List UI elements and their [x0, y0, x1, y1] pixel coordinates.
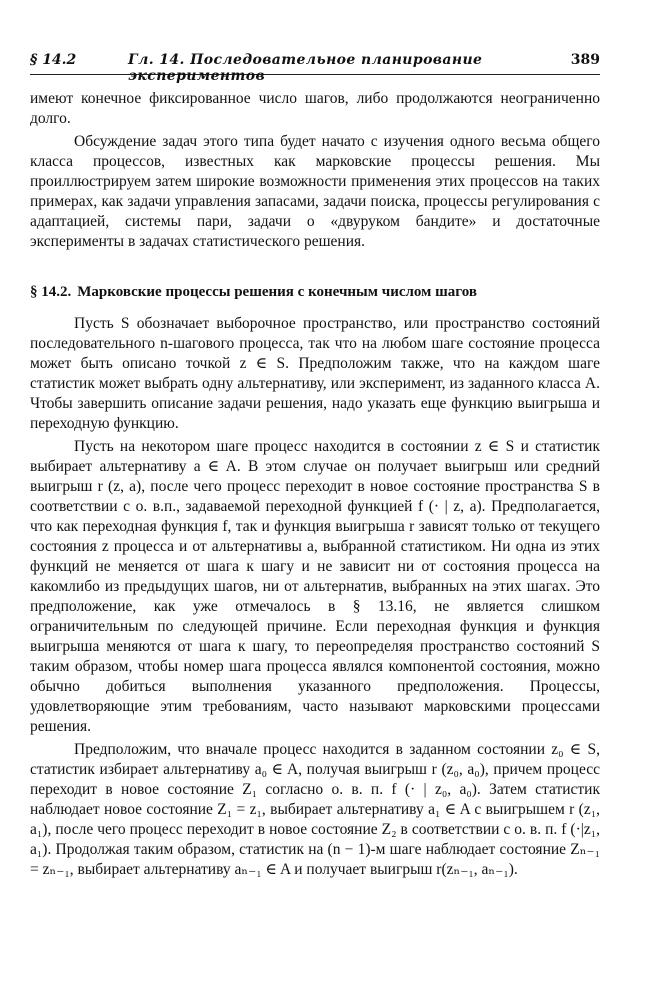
paragraph-overview: Обсуждение задач этого типа будет начато с изучения одного весьма общего класса процессов, известных как марковские процессы решения. Мы проиллюстрируем затем широкие возможности применения этих процессов на таких примерах, как задачи управления запасами, задачи поиска, процессы регулирования с адаптацией, системы пари, задачи о «двуруком бандите» и достаточные эксперименты в задачах статистического решения.: [30, 133, 600, 250]
paragraph-continuation: имеют конечное фиксированное число шагов, либо продолжаются неограниченно долго.: [30, 90, 600, 127]
paragraph-process: Предположим, что вначале процесс находится в заданном состоянии z₀ ∈ S, статистик избирает альтернативу a₀ ∈ A, получая выигрыш r (z₀, a₀), причем процесс переходит в новое состояние Z₁ согласно о. в. п. f (· | z₀, a₀). Затем статистик наблюдает новое состояние Z₁ = z₁, выбирает альтернативу a₁ ∈ A с выигрышем r (z₁, a₁), после чего процесс переходит в новое состояние Z₂ в соответствии с о. в. п. f (·|z₁, a₁). Продолжая таким образом, статистик на (n − 1)-м шаге наблюдает состояние Zₙ₋₁ = zₙ₋₁, выбирает альтернативу aₙ₋₁ ∈ A и получает выигрыш r(zₙ₋₁, aₙ₋₁).: [30, 741, 600, 878]
section-heading-title: Марковские процессы решения с конечным числом шагов: [77, 284, 477, 300]
paragraph-transition: Пусть на некотором шаге процесс находится в состоянии z ∈ S и статистик выбирает альтернативу a ∈ A. В этом случае он получает выигрыш или средний выигрыш r (z, a), после чего процесс переходит в новое состояние пространства S в соответствии с о. в.п., задаваемой переходной функцией f (· | z, a). Предполагается, что как переходная функция f, так и функция выигрыша r зависят только от текущего состояния z процесса и от альтернативы a, выбранной статистиком. Ни одна из этих функций не меняется от шага к шагу и не зависит ни от состояния процесса на какомлибо из предыдущих шагов, ни от альтернатив, выбранных на этих шагах. Это предположение, как уже отмечалось в § 13.16, не является слишком ограничительным по следующей причине. Если переходная функция и функция выигрыша меняются от шага к шагу, то переопределяя пространство состояний S таким образом, чтобы номер шага процесса являлся компонентой состояния, можно обычно добиться выполнения указанного предположения. Процессы, удовлетворяющие этим требованиям, часто называют марковскими процессами решения.: [30, 438, 600, 735]
header-section-number: § 14.2: [30, 52, 77, 68]
section-heading: [30, 282, 600, 302]
section-heading-number: § 14.2.: [30, 284, 72, 300]
header-chapter-title: Гл. 14. Последовательное планирование экспериментов: [128, 52, 483, 84]
page-body: [30, 89, 600, 880]
paragraph-definition: Пусть S обозначает выборочное пространство, или пространство состояний последовательного n-шагового процесса, так что на любом шаге состояние процесса может быть описано точкой z ∈ S. Предположим также, что на каждом шаге статистик может выбрать одну альтернативу, или эксперимент, из заданного класса A. Чтобы завершить описание задачи решения, надо указать еще функцию выигрыша и переходную функцию.: [30, 315, 600, 432]
running-header: [30, 50, 600, 84]
page-number: 389: [570, 52, 600, 68]
